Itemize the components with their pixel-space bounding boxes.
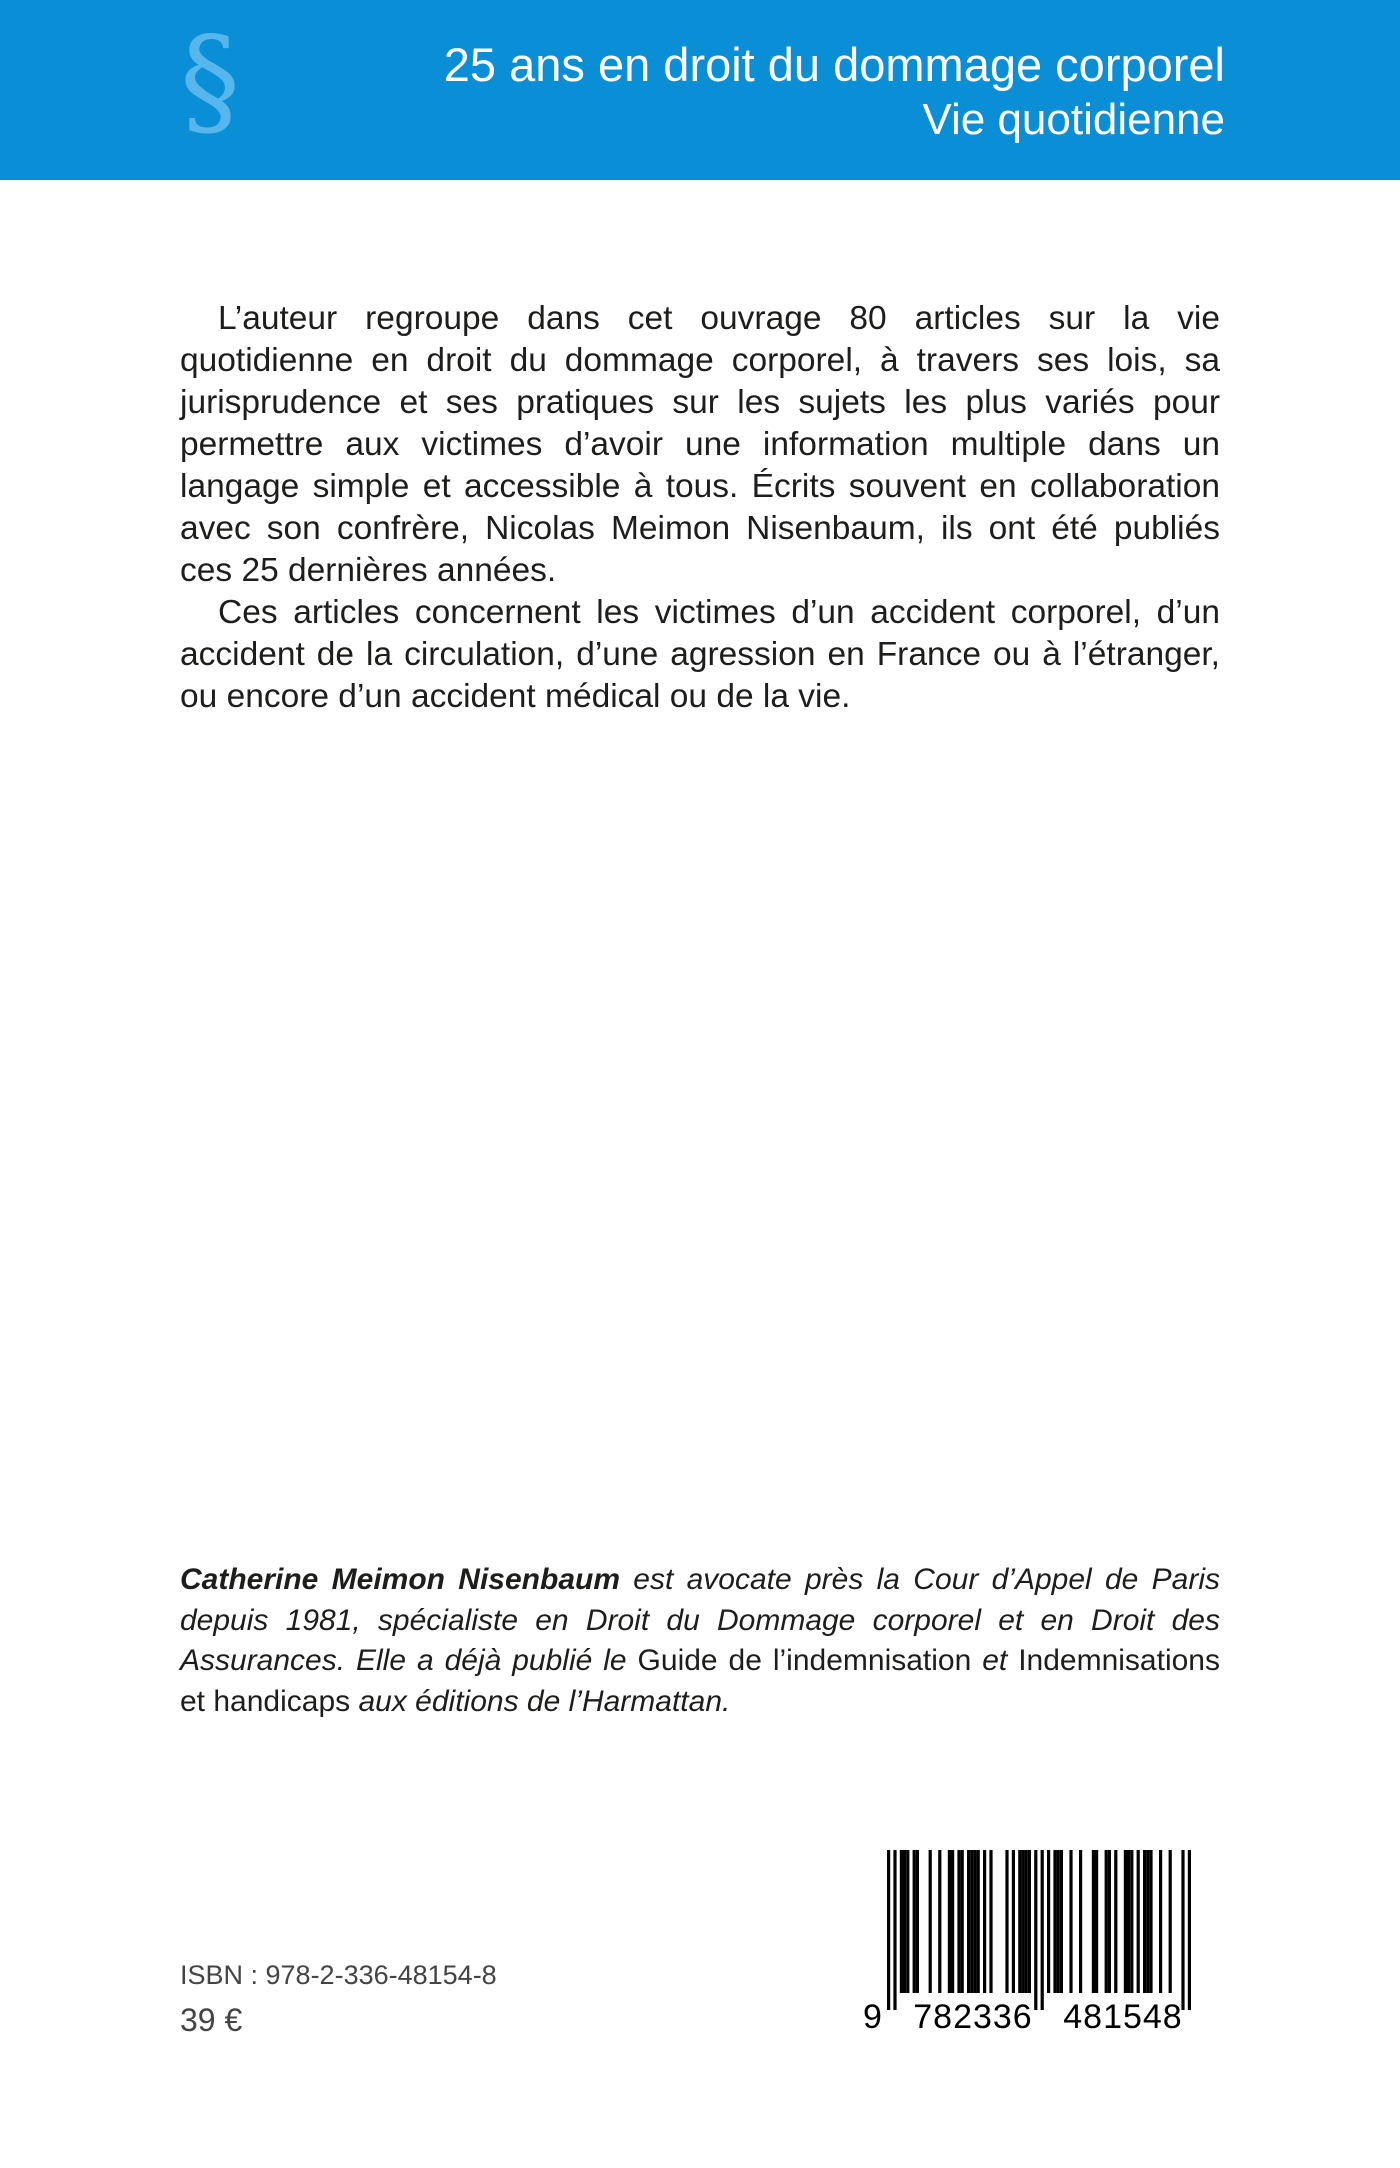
- barcode-bar: [1057, 1850, 1060, 1993]
- book-title: 25 ans en droit du dommage corporel: [443, 38, 1225, 91]
- barcode-bar: [1130, 1850, 1133, 1993]
- barcode-bar: [938, 1850, 941, 1993]
- barcode-bar: [1034, 1850, 1037, 2010]
- barcode-bar: [1053, 1850, 1056, 1993]
- barcode-bar: [970, 1850, 973, 1993]
- barcode-bar: [973, 1850, 976, 1993]
- barcode-bar: [1149, 1850, 1152, 1993]
- book-subtitle: Vie quotidienne: [922, 95, 1225, 144]
- barcode-bar: [1041, 1850, 1044, 2010]
- barcode-graphic: [855, 1850, 1225, 2040]
- barcode-bar: [967, 1850, 970, 1993]
- barcode-bar: [1095, 1850, 1098, 1993]
- back-cover-blurb: [180, 298, 1220, 718]
- book-reference: Indemnisations et handicaps: [180, 1644, 1220, 1718]
- book-reference: Guide de l’indemnisation: [637, 1644, 972, 1677]
- barcode-bar: [1127, 1850, 1130, 1993]
- barcode-bar: [1146, 1850, 1149, 1993]
- barcode-left-digits: 782336: [913, 1998, 1033, 2036]
- bio-text: est avocate près la Cour d’Appel de Paris depuis 1981, spécialiste en Droit du Dommage corporel et en Droit des Assurances. Elle a déjà publié le: [180, 1563, 1220, 1677]
- blurb-paragraph: Ces articles concernent les victimes d’un accident corporel, d’un accident de la circulation, d’une agression en France ou à l’étranger, ou encore d’un accident médical ou de la vie.: [180, 594, 1220, 715]
- barcode-bar: [961, 1850, 964, 1993]
- bio-text: et: [971, 1644, 1019, 1677]
- section-sign-icon: §: [180, 12, 240, 151]
- barcode-bar: [903, 1850, 906, 1993]
- barcode-bar: [1108, 1850, 1111, 1993]
- barcode-bar: [1092, 1850, 1095, 1993]
- barcode-bar: [1143, 1850, 1146, 1993]
- barcode-bar: [1060, 1850, 1063, 1993]
- barcode-bar: [913, 1850, 916, 1993]
- barcode-bar: [948, 1850, 951, 1993]
- barcode-bar: [1018, 1850, 1021, 1993]
- barcode-first-digit: 9: [863, 1998, 882, 2036]
- barcode-bar: [1114, 1850, 1117, 1993]
- barcode-bar: [1079, 1850, 1082, 1993]
- barcode-bar: [1025, 1850, 1028, 1993]
- barcode-bar: [916, 1850, 919, 1993]
- barcode-bar: [929, 1850, 932, 1993]
- barcode-bar: [887, 1850, 890, 2010]
- barcode-bar: [900, 1850, 903, 1993]
- barcode-bar: [1105, 1850, 1108, 1993]
- price-label: 39 €: [180, 2002, 243, 2038]
- barcode-bar: [1124, 1850, 1127, 1993]
- barcode-bar: [1021, 1850, 1024, 1993]
- barcode-bar: [893, 1850, 896, 2010]
- barcode-bar: [977, 1850, 980, 1993]
- author-name: Catherine Meimon Nisenbaum: [180, 1563, 620, 1596]
- barcode-bar: [1137, 1850, 1140, 1993]
- barcode-bar: [906, 1850, 909, 1993]
- author-bio: [180, 1560, 1220, 1722]
- barcode-bar: [1169, 1850, 1172, 1993]
- barcode-bar: [1181, 1850, 1184, 2010]
- barcode-bar: [1012, 1850, 1015, 1993]
- barcode-bar: [951, 1850, 954, 1993]
- blurb-paragraph: L’auteur regroupe dans cet ouvrage 80 articles sur la vie quotidienne en droit du dommage corporel, à travers ses lois, sa jurisprudence et ses pratiques sur les sujets les plus variés pour permettre aux victimes d’avoir une information multiple dans un langage simple et accessible à tous. Écrits souvent en collaboration avec son confrère, Nicolas Meimon Nisenbaum, ils ont été publiés ces 25 dernières années.: [180, 300, 1220, 589]
- barcode-bar: [1188, 1850, 1191, 2010]
- bio-text: aux éditions de l’Harmattan.: [350, 1684, 731, 1718]
- barcode: [855, 1850, 1225, 2040]
- barcode-bar: [1028, 1850, 1031, 1993]
- barcode-bar: [989, 1850, 992, 1993]
- isbn-label: ISBN : 978-2-336-48154-8: [180, 1960, 497, 1990]
- barcode-bar: [1159, 1850, 1162, 1993]
- barcode-bar: [957, 1850, 960, 1993]
- barcode-bar: [1069, 1850, 1072, 1993]
- header-band: [0, 0, 1400, 180]
- barcode-bar: [1047, 1850, 1050, 1993]
- barcode-right-digits: 481548: [1063, 1998, 1183, 2036]
- barcode-bar: [1005, 1850, 1008, 1993]
- barcode-bar: [983, 1850, 986, 1993]
